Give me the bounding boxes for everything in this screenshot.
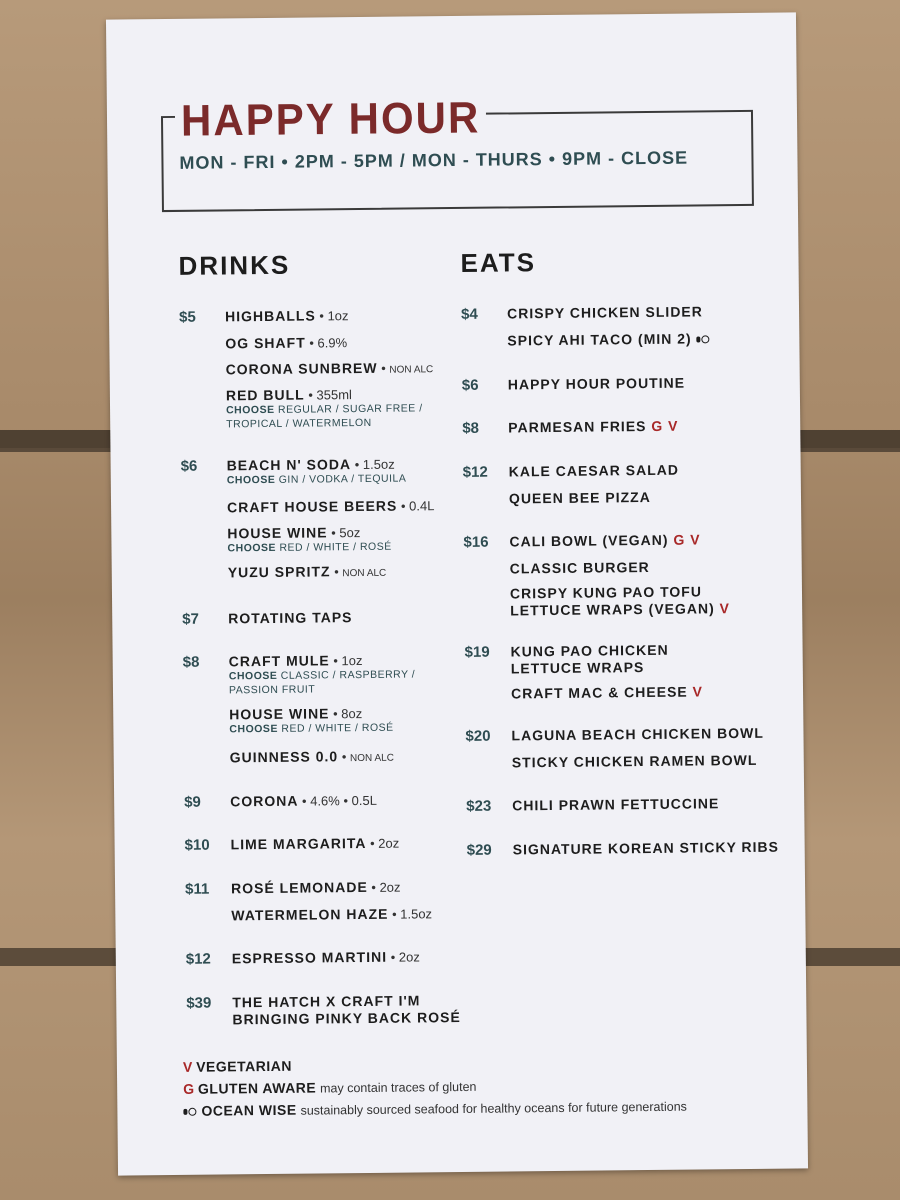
menu-item: QUEEN BEE PIZZA	[508, 488, 651, 507]
menu-item: HOUSE WINE • 8oz	[229, 705, 363, 723]
price-label: $4	[460, 305, 478, 323]
choose-options: CHOOSE RED / WHITE / ROSÉ	[229, 721, 394, 736]
menu-item: ROTATING TAPS	[228, 609, 353, 627]
menu-item: KUNG PAO CHICKEN LETTUCE WRAPS	[510, 641, 669, 677]
price-label: $12	[185, 950, 211, 968]
menu-item: HOUSE WINE • 5oz	[227, 524, 361, 542]
choose-options: CHOOSE CLASSIC / RASPBERRY / PASSION FRUIT	[228, 668, 416, 697]
drinks-heading: DRINKS	[178, 249, 291, 281]
legend-gluten-aware: G GLUTEN AWARE may contain traces of gluten	[183, 1079, 477, 1097]
menu-item: SIGNATURE KOREAN STICKY RIBS	[512, 838, 780, 858]
price-label: $9	[184, 793, 201, 811]
price-label: $6	[461, 376, 479, 394]
choose-options: CHOOSE RED / WHITE / ROSÉ	[227, 540, 392, 555]
menu-item: YUZU SPRITZ • NON ALC	[227, 563, 387, 581]
choose-options: CHOOSE REGULAR / SUGAR FREE / TROPICAL / WATERMELON	[226, 402, 423, 431]
menu-item: PARMESAN FRIES G V	[508, 417, 679, 436]
price-label: $8	[462, 419, 480, 437]
menu-item: CORONA SUNBREW • NON ALC	[225, 359, 434, 378]
price-label: $23	[466, 797, 492, 815]
legend-ocean-wise: OCEAN WISE sustainably sourced seafood for healthy oceans for future generations	[183, 1098, 687, 1119]
price-label: $19	[464, 643, 490, 661]
price-label: $16	[463, 533, 489, 551]
menu-card	[106, 12, 808, 1175]
price-label: $11	[184, 880, 210, 898]
menu-item: CALI BOWL (VEGAN) G V	[509, 531, 701, 550]
price-label: $29	[466, 841, 492, 859]
price-label: $12	[462, 463, 488, 481]
menu-item: CRAFT MULE • 1oz	[228, 652, 363, 670]
price-label: $20	[465, 727, 491, 745]
menu-item: CORONA • 4.6% • 0.5L	[230, 792, 377, 810]
legend-vegetarian: V VEGETARIAN	[182, 1057, 292, 1075]
menu-item: HIGHBALLS • 1oz	[224, 307, 349, 325]
menu-item: ROSÉ LEMONADE • 2oz	[230, 878, 401, 897]
menu-item: BEACH N' SODA • 1.5oz	[226, 456, 395, 474]
menu-item: LIME MARGARITA • 2oz	[230, 834, 400, 853]
menu-item: CRISPY CHICKEN SLIDER	[506, 303, 703, 322]
menu-item: HAPPY HOUR POUTINE	[507, 374, 686, 393]
menu-item: CRAFT MAC & CHEESE V	[510, 683, 704, 702]
price-label: $6	[180, 457, 198, 475]
price-label: $5	[178, 308, 196, 326]
eats-heading: EATS	[460, 247, 537, 278]
ocean-wise-icon	[183, 1108, 195, 1117]
price-label: $10	[184, 836, 210, 854]
choose-options: CHOOSE GIN / VODKA / TEQUILA	[226, 472, 407, 487]
menu-item: WATERMELON HAZE • 1.5oz	[231, 905, 433, 924]
menu-item: ESPRESSO MARTINI • 2oz	[231, 948, 420, 967]
menu-item: GUINNESS 0.0 • NON ALC	[229, 748, 394, 766]
menu-item: KALE CAESAR SALAD	[508, 461, 680, 480]
menu-item: CRAFT HOUSE BEERS • 0.4L	[226, 497, 435, 516]
menu-item: THE HATCH X CRAFT I'M BRINGING PINKY BACK ROSÉ	[232, 992, 461, 1028]
menu-item: STICKY CHICKEN RAMEN BOWL	[511, 751, 758, 771]
happy-hour-times: MON - FRI • 2PM - 5PM / MON - THURS • 9PM - CLOSE	[179, 147, 689, 173]
menu-item: RED BULL • 355ml	[225, 386, 352, 404]
menu-item: SPICY AHI TACO (MIN 2)	[507, 330, 714, 349]
menu-item: CLASSIC BURGER	[509, 558, 650, 577]
price-label: $39	[186, 994, 212, 1012]
menu-item: LAGUNA BEACH CHICKEN BOWL	[511, 724, 764, 744]
price-label: $7	[182, 610, 200, 628]
menu-item: CRISPY KUNG PAO TOFU LETTUCE WRAPS (VEGAN) V	[509, 583, 731, 619]
price-label: $8	[182, 653, 200, 671]
menu-item: OG SHAFT • 6.9%	[225, 334, 348, 352]
menu-item: CHILI PRAWN FETTUCCINE	[512, 795, 720, 814]
ocean-wise-icon	[697, 335, 709, 344]
page-title: HAPPY HOUR	[175, 92, 487, 146]
